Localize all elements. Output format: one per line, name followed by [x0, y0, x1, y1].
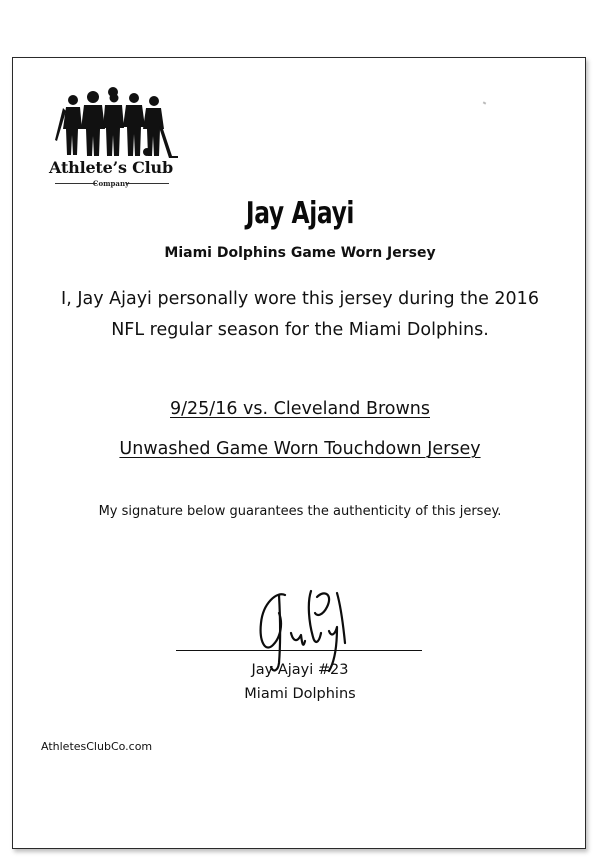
- speck: [483, 101, 487, 104]
- certificate-subtitle: Miami Dolphins Game Worn Jersey: [164, 245, 436, 261]
- guarantee-text: My signature below guarantees the authenticity of this jersey.: [98, 504, 502, 519]
- player-name-title: Jay Ajayi: [245, 196, 355, 231]
- game-line: [13, 399, 587, 419]
- statement: [35, 284, 565, 346]
- athletes-silhouettes-icon: [41, 86, 181, 166]
- jersey-line-text: Unwashed Game Worn Touchdown Jersey: [119, 439, 481, 459]
- logo-name: Athlete’s Club: [49, 158, 173, 177]
- game-line-text: 9/25/16 vs. Cleveland Browns: [170, 399, 430, 419]
- website-link[interactable]: AthletesClubCo.com: [41, 740, 153, 753]
- statement-line-2: NFL regular season for the Miami Dolphins.: [111, 320, 489, 340]
- logo-subname: Company: [92, 179, 130, 188]
- jersey-line: [13, 439, 587, 459]
- signer-block: [13, 658, 587, 706]
- signer-team: Miami Dolphins: [244, 686, 356, 702]
- statement-line-1: I, Jay Ajayi personally wore this jersey during the 2016: [61, 289, 539, 309]
- signer-name: Jay Ajayi #23: [251, 662, 349, 678]
- certificate-sheet: [12, 57, 586, 849]
